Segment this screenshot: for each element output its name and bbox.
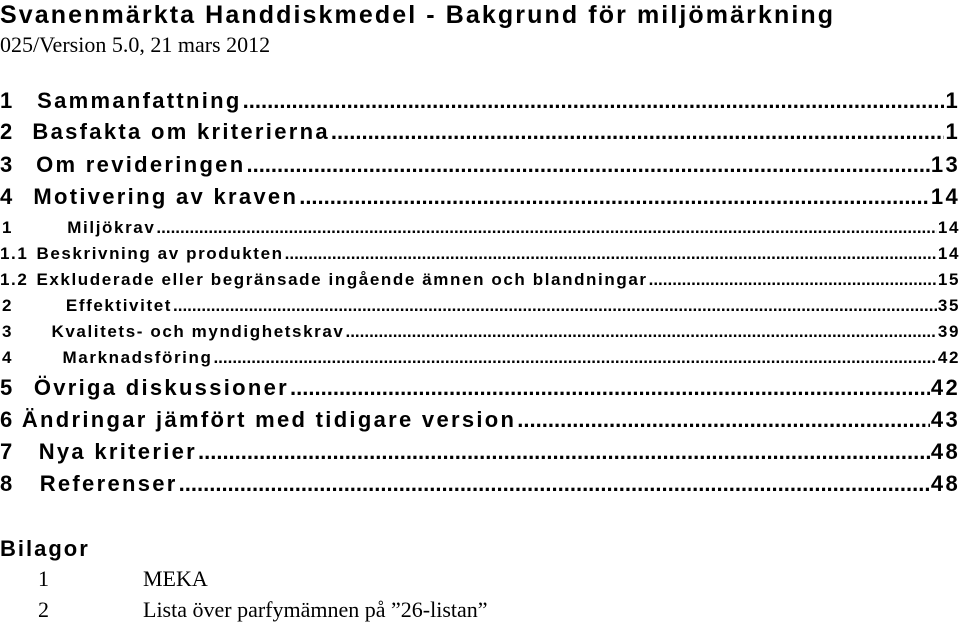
toc-entry-nya-kriterier[interactable] xyxy=(0,439,960,469)
toc-entry-title: Exkluderade eller begränsade ingående ämnen och blandningar xyxy=(36,270,648,289)
toc-leader-dots xyxy=(246,152,929,178)
toc-entry-title: Effektivitet xyxy=(65,296,173,315)
toc-entry-exkluderade[interactable] xyxy=(0,270,960,294)
toc-leader-dots xyxy=(198,439,930,465)
appendix-number: 1 xyxy=(38,566,49,591)
document-subtitle: 025/Version 5.0, 21 mars 2012 xyxy=(0,32,271,57)
toc-entry-number: 2 xyxy=(0,119,15,144)
toc-entry-page: 48 xyxy=(930,439,960,464)
toc-leader-dots xyxy=(173,296,937,316)
toc-entry-number: 3 xyxy=(0,152,15,177)
toc-leader-dots xyxy=(649,270,937,290)
appendix-item[interactable] xyxy=(0,597,960,623)
toc-entry-number: 4 xyxy=(2,348,14,367)
toc-entry-sammanfattning[interactable] xyxy=(0,88,960,118)
toc-entry-title: Basfakta om kriterierna xyxy=(32,119,330,144)
toc-entry-page: 48 xyxy=(930,471,960,496)
toc-entry-page: 35 xyxy=(937,296,960,315)
toc-entry-number: 5 xyxy=(0,375,15,400)
toc-entry-page: 1 xyxy=(945,88,960,113)
toc-entry-title: Övriga diskussioner xyxy=(33,375,290,400)
toc-leader-dots xyxy=(331,119,945,145)
toc-leader-dots xyxy=(517,407,930,433)
toc-entry-beskrivning[interactable] xyxy=(0,244,960,268)
toc-entry-page: 15 xyxy=(937,270,960,289)
toc-entry-number: 8 xyxy=(0,471,15,496)
toc-entry-title: Om revideringen xyxy=(36,152,246,177)
toc-entry-number: 1 xyxy=(0,88,15,113)
toc-entry-referenser[interactable] xyxy=(0,471,960,501)
toc-entry-page: 43 xyxy=(930,407,960,432)
toc-entry-andringar[interactable] xyxy=(0,407,960,437)
toc-entry-ovriga[interactable] xyxy=(0,375,960,405)
toc-entry-number: 1 xyxy=(2,218,14,237)
toc-entry-miljokrav[interactable] xyxy=(0,218,960,242)
toc-entry-number: 1.1 xyxy=(0,244,29,263)
toc-entry-number: 6 xyxy=(0,407,15,432)
toc-entry-title: Beskrivning av produkten xyxy=(36,244,284,263)
toc-leader-dots xyxy=(243,88,945,114)
toc-entry-number: 1.2 xyxy=(0,270,29,289)
appendix-item[interactable] xyxy=(0,566,960,592)
toc-entry-title: Kvalitets- och myndighetskrav xyxy=(51,322,345,341)
toc-entry-kvalitets[interactable] xyxy=(0,322,960,346)
toc-leader-dots xyxy=(299,184,930,210)
toc-entry-page: 39 xyxy=(937,322,960,341)
toc-leader-dots xyxy=(213,348,936,368)
toc-entry-page: 42 xyxy=(930,375,960,400)
toc-entry-page: 1 xyxy=(945,119,960,144)
toc-entry-title: Motivering av kraven xyxy=(33,184,299,209)
toc-entry-title: Referenser xyxy=(39,471,178,496)
document-title: Svanenmärkta Handdiskmedel - Bakgrund för miljömärkning xyxy=(0,1,836,29)
appendix-number: 2 xyxy=(38,597,49,622)
toc-entry-motivering[interactable] xyxy=(0,184,960,214)
toc-entry-page: 13 xyxy=(930,152,960,177)
appendices-heading: Bilagor xyxy=(0,536,90,561)
toc-leader-dots xyxy=(345,322,936,342)
toc-leader-dots xyxy=(179,471,930,497)
toc-entry-title: Sammanfattning xyxy=(37,88,242,113)
appendix-title: Lista över parfymämnen på ”26-listan” xyxy=(143,597,488,622)
toc-leader-dots xyxy=(156,218,936,238)
toc-entry-om-revideringen[interactable] xyxy=(0,152,960,182)
toc-entry-page: 42 xyxy=(937,348,960,367)
toc-entry-page: 14 xyxy=(937,218,960,237)
toc-entry-number: 3 xyxy=(2,322,14,341)
toc-entry-title: Nya kriterier xyxy=(38,439,197,464)
toc-entry-number: 2 xyxy=(2,296,14,315)
toc-leader-dots xyxy=(285,244,937,264)
toc-entry-title: Ändringar jämfört med tidigare version xyxy=(21,407,517,432)
toc-leader-dots xyxy=(290,375,930,401)
toc-entry-page: 14 xyxy=(930,184,960,209)
toc-entry-number: 7 xyxy=(0,439,15,464)
toc-entry-page: 14 xyxy=(937,244,960,263)
toc-entry-basfakta[interactable] xyxy=(0,119,960,149)
toc-entry-effektivitet[interactable] xyxy=(0,296,960,320)
toc-entry-marknadsforing[interactable] xyxy=(0,348,960,372)
appendix-title: MEKA xyxy=(143,566,208,591)
toc-entry-title: Marknadsföring xyxy=(62,348,213,367)
toc-entry-title: Miljökrav xyxy=(67,218,156,237)
toc-entry-number: 4 xyxy=(0,184,15,209)
